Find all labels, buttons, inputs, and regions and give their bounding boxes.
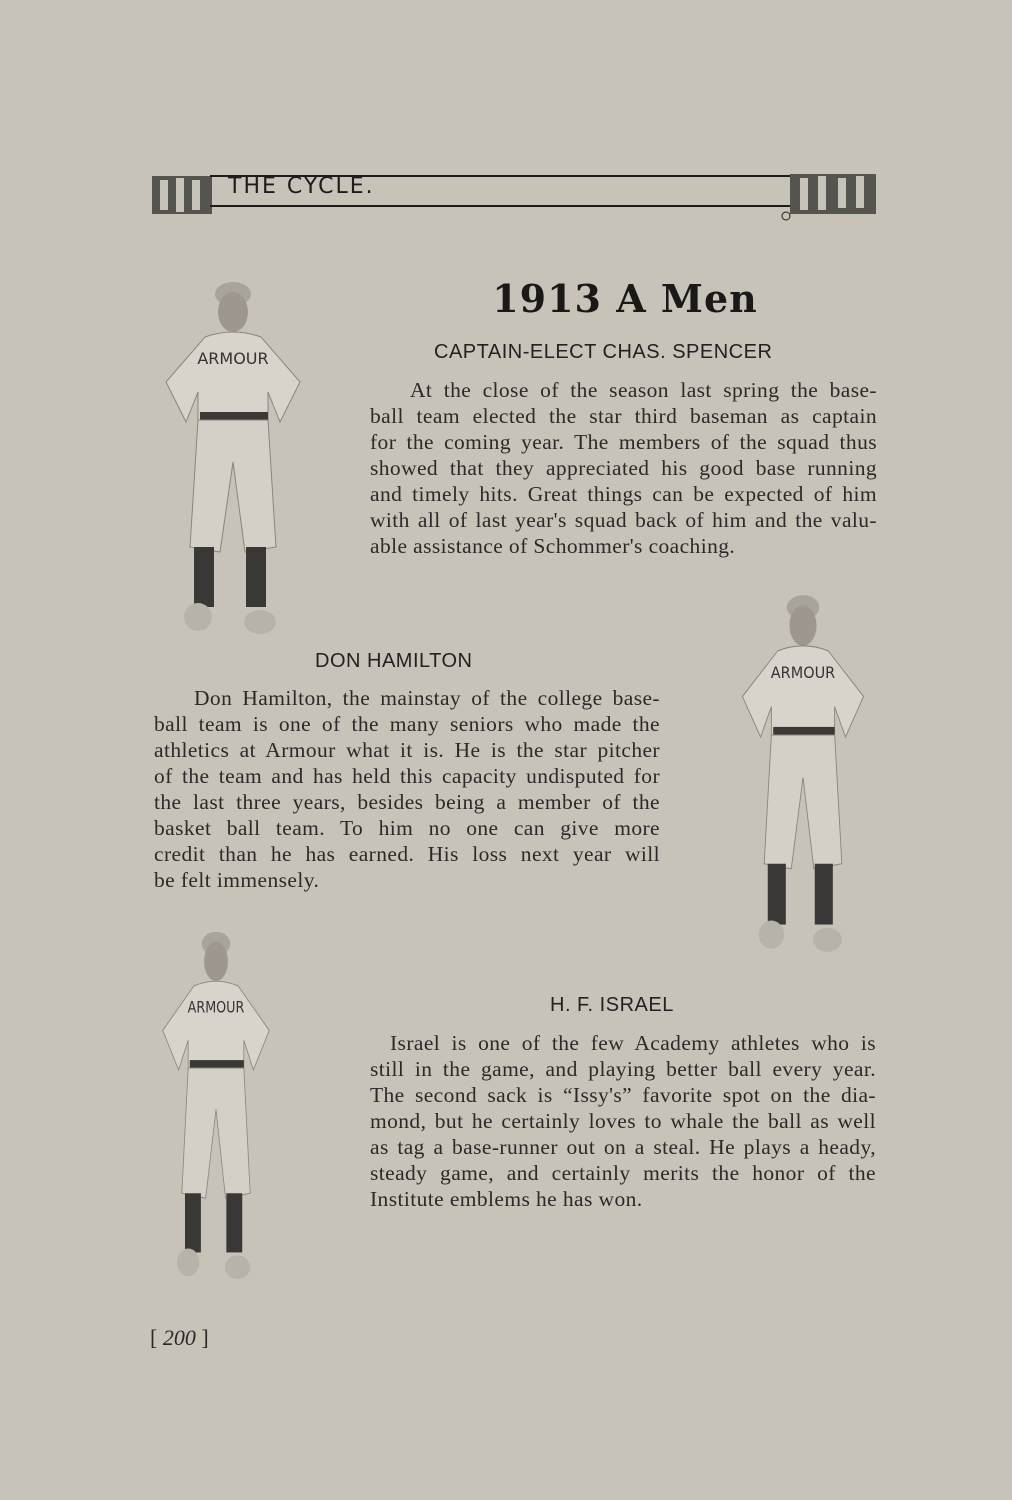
text-line: the last three years, besides being a member of the — [154, 790, 660, 814]
text-line: ball team is one of the many seniors who made the — [154, 712, 660, 736]
text-line: The second sack is “Issy's” favorite spot on the dia- — [370, 1083, 876, 1107]
text-line: Israel is one of the few Academy athletes who is — [390, 1031, 876, 1055]
text-line: be felt immensely. — [154, 868, 320, 892]
text-line: for the coming year. The members of the squad thus — [370, 430, 877, 454]
paragraph-spencer — [370, 377, 877, 559]
photo-israel — [150, 922, 282, 1285]
jersey-lettering: ARMOUR — [187, 999, 245, 1018]
text-line: mond, but he certainly loves to whale the ball as well — [370, 1109, 876, 1133]
text-line: basket ball team. To him no one can give more — [154, 816, 660, 840]
running-title: THE CYCLE. — [228, 174, 375, 199]
text-line: credit than he has earned. His loss next year will — [154, 842, 660, 866]
page-number: [ 200 ] — [150, 1325, 209, 1350]
section-heading-spencer: CAPTAIN-ELECT CHAS. SPENCER — [434, 341, 773, 363]
jersey-lettering: ARMOUR — [197, 349, 269, 368]
paragraph-israel — [370, 1030, 876, 1212]
photo-spencer — [150, 272, 316, 640]
page-title: 1913 A Men — [492, 276, 758, 321]
section-heading-hamilton: DON HAMILTON — [315, 650, 473, 672]
text-line: still in the game, and playing better ball every year. — [370, 1057, 876, 1081]
text-line: able assistance of Schommer's coaching. — [370, 534, 736, 558]
text-line: showed that they appreciated his good base running — [370, 456, 877, 480]
text-line: with all of last year's squad back of him and the valu- — [370, 508, 877, 532]
photo-hamilton — [728, 585, 878, 958]
section-heading-israel: H. F. ISRAEL — [550, 994, 674, 1016]
text-line: Institute emblems he has won. — [370, 1187, 643, 1211]
text-line: Don Hamilton, the mainstay of the college base- — [194, 686, 660, 710]
text-line: athletics at Armour what it is. He is the star pitcher — [154, 738, 660, 762]
paragraph-hamilton — [154, 685, 660, 893]
text-line: as tag a base-runner out on a steal. He plays a heady, — [370, 1135, 876, 1159]
text-line: ball team elected the star third baseman as captain — [370, 404, 877, 428]
text-line: steady game, and certainly merits the honor of the — [370, 1161, 876, 1185]
jersey-lettering: ARMOUR — [770, 663, 836, 683]
text-line: of the team and has held this capacity undisputed for — [154, 764, 660, 788]
text-line: At the close of the season last spring the base- — [410, 378, 877, 402]
text-line: and timely hits. Great things can be expected of him — [370, 482, 877, 506]
